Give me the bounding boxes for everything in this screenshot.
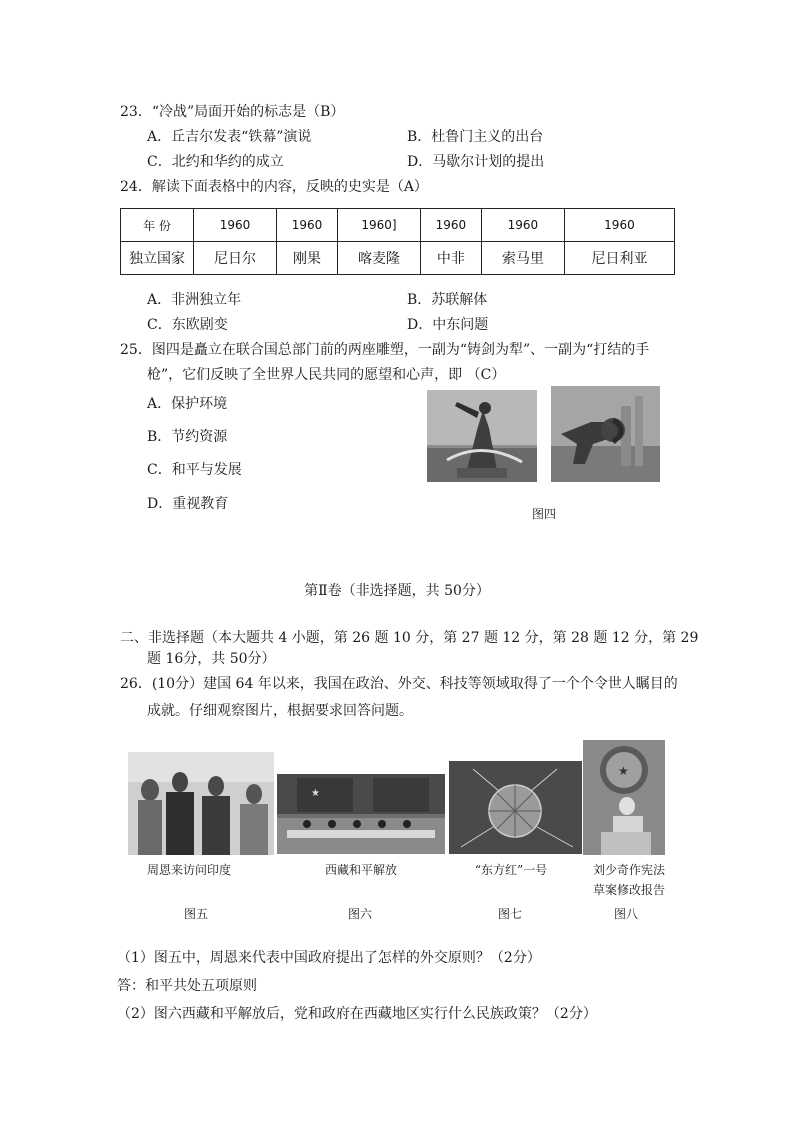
table-cell: 索马里 <box>481 242 564 275</box>
figure-6-label: 图六 <box>347 907 372 921</box>
q25-option-a: A．保护环境 <box>147 396 228 412</box>
table-cell: 尼日尔 <box>194 242 277 275</box>
q23-option-a: A．丘吉尔发表“铁幕”演说 <box>147 129 312 145</box>
table-cell: 1960 <box>277 209 338 242</box>
table-row <box>121 209 675 242</box>
q24-table <box>120 208 675 275</box>
liu-shaoqi-report-photo <box>583 740 665 855</box>
section2-intro-line1: 二、非选择题（本大题共 4 小题，第 26 题 10 分，第 27 题 12 分，第 28 题 12 分，第 29 <box>120 630 699 646</box>
figure-8-caption-line2: 草案修改报告 <box>592 883 665 897</box>
table-header-year: 年 份 <box>121 209 194 242</box>
q24-stem: 24．解读下面表格中的内容，反映的史实是（A） <box>120 179 428 195</box>
figure-5-label: 图五 <box>183 907 208 921</box>
tibet-liberation-photo <box>277 774 445 854</box>
q25-option-c: C．和平与发展 <box>147 462 242 478</box>
table-cell: 1960] <box>337 209 420 242</box>
table-header-country: 独立国家 <box>121 242 194 275</box>
table-cell: 1960 <box>564 209 674 242</box>
table-row <box>121 242 675 275</box>
figure-7-caption: “东方红”一号 <box>474 863 548 877</box>
q26-sub2: （2）图六西藏和平解放后，党和政府在西藏地区实行什么民族政策？（2分） <box>117 1006 597 1022</box>
q25-option-d: D．重视教育 <box>147 496 229 512</box>
table-cell: 1960 <box>481 209 564 242</box>
q24-option-b: B．苏联解体 <box>407 292 488 308</box>
svg-text:★: ★ <box>618 764 629 778</box>
q25-option-b: B．节约资源 <box>147 429 228 445</box>
table-cell: 1960 <box>420 209 481 242</box>
q23-option-b: B．杜鲁门主义的出台 <box>407 129 544 145</box>
q26-stem-line1: 26．(10分）建国 64 年以来，我国在政治、外交、科技等领域取得了一个个令世人瞩目的 <box>120 676 678 692</box>
knotted-gun-photo <box>551 386 660 482</box>
figure-4-label: 图四 <box>531 507 556 521</box>
dongfanghong-satellite-photo <box>449 761 582 854</box>
q24-option-d: D．中东问题 <box>407 317 489 333</box>
table-cell: 1960 <box>194 209 277 242</box>
q23-stem: 23．“冷战”局面开始的标志是（B） <box>120 104 345 120</box>
q26-answer1: 答：和平共处五项原则 <box>117 978 257 994</box>
figure-7-label: 图七 <box>497 907 522 921</box>
svg-text:★: ★ <box>311 788 320 799</box>
figure-5-caption: 周恩来访问印度 <box>146 863 231 877</box>
figure-8-label: 图八 <box>613 907 638 921</box>
zhou-enlai-india-photo <box>128 752 274 855</box>
table-cell: 刚果 <box>277 242 338 275</box>
q26-sub1: （1）图五中，周恩来代表中国政府提出了怎样的外交原则？（2分） <box>117 950 541 966</box>
q24-option-c: C．东欧剧变 <box>147 317 228 333</box>
q23-option-d: D．马歇尔计划的提出 <box>407 154 545 170</box>
q25-stem-line1: 25．图四是矗立在联合国总部门前的两座雕塑，一副为“铸剑为犁”、一副为“打结的手 <box>120 342 650 358</box>
figure-8-caption-line1: 刘少奇作宪法 <box>592 863 665 877</box>
figure-6-caption: 西藏和平解放 <box>324 863 397 877</box>
table-cell: 喀麦隆 <box>337 242 420 275</box>
section2-intro-line2: 题 16分，共 50分） <box>147 651 276 667</box>
q26-stem-line2: 成就。仔细观察图片，根据要求回答问题。 <box>147 703 413 719</box>
table-cell: 尼日利亚 <box>564 242 674 275</box>
q23-option-c: C．北约和华约的成立 <box>147 154 284 170</box>
table-cell: 中非 <box>420 242 481 275</box>
q25-stem-line2: 枪”，它们反映了全世界人民共同的愿望和心声，即 （C） <box>147 367 506 383</box>
section2-title: 第Ⅱ卷（非选择题，共 50分） <box>304 583 490 599</box>
q24-option-a: A．非洲独立年 <box>147 292 242 308</box>
sword-to-plowshare-photo <box>427 390 537 482</box>
